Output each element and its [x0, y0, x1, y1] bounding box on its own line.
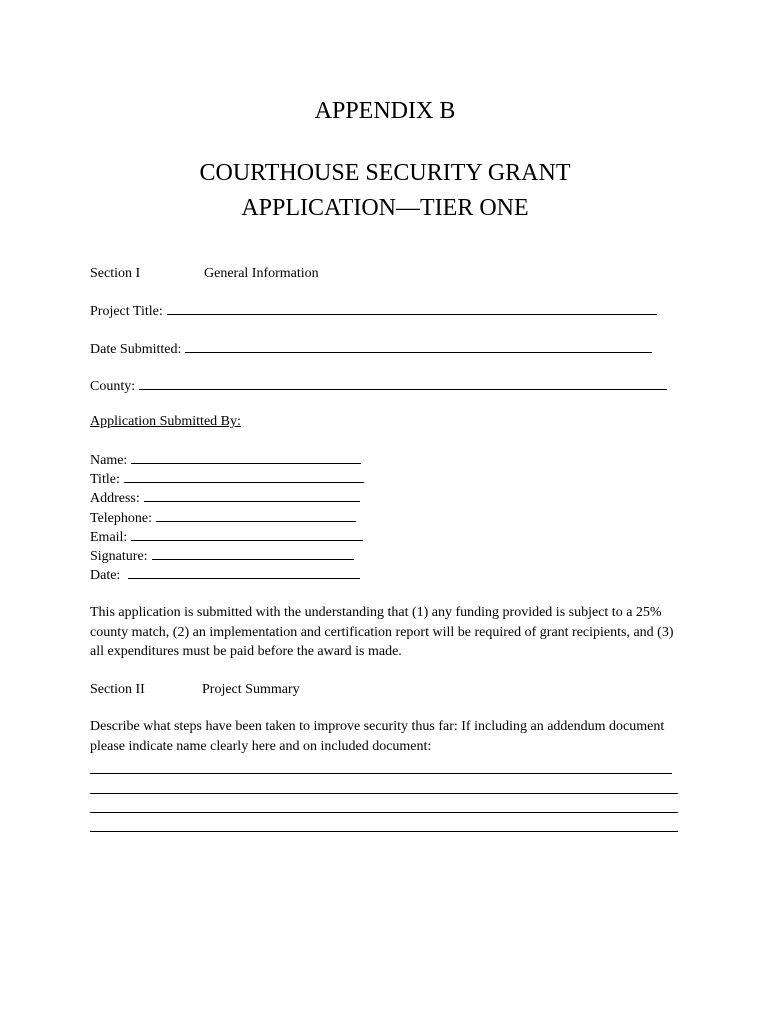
- name-row: [90, 450, 361, 470]
- telephone-row: [90, 508, 356, 528]
- section-2-number: Section II: [90, 682, 145, 697]
- form-title-line-2: APPLICATION—TIER ONE: [241, 195, 529, 221]
- security-steps-prompt: Describe what steps have been taken to improve security thus far: If including an addendum document please indicate name clearly here and on included document:: [90, 719, 665, 754]
- project-title-row: [90, 301, 657, 321]
- form-title-line-1: COURTHOUSE SECURITY GRANT: [199, 160, 571, 186]
- county-row: [90, 376, 667, 396]
- email-field[interactable]: [131, 527, 363, 541]
- understanding-statement: This application is submitted with the understanding that (1) any funding provided is subject to a 25% county match, (2) an implementation and certification report will be required of grant recipients, and (3) all expenditures must be paid before the award is made.: [90, 605, 674, 659]
- date-row: [90, 565, 360, 585]
- response-line-2[interactable]: [90, 793, 678, 794]
- name-field[interactable]: [131, 450, 361, 464]
- email-label: Email:: [90, 530, 128, 545]
- response-line-1[interactable]: [90, 773, 672, 774]
- signature-row: [90, 546, 354, 566]
- section-1-name: General Information: [204, 266, 319, 281]
- section-2-name: Project Summary: [202, 682, 300, 697]
- project-title-label: Project Title:: [90, 304, 163, 319]
- telephone-label: Telephone:: [90, 511, 152, 526]
- response-line-3[interactable]: [90, 812, 678, 813]
- signature-label: Signature:: [90, 549, 148, 564]
- date-submitted-label: Date Submitted:: [90, 342, 182, 357]
- county-label: County:: [90, 379, 136, 394]
- section-1-number: Section I: [90, 266, 141, 281]
- email-row: [90, 527, 363, 547]
- address-row: [90, 488, 360, 508]
- submitted-by-heading: Application Submitted By:: [90, 414, 241, 429]
- date-field[interactable]: [128, 565, 360, 579]
- title-label: Title:: [90, 472, 120, 487]
- date-submitted-row: [90, 339, 652, 359]
- appendix-heading: APPENDIX B: [314, 98, 456, 124]
- county-field[interactable]: [139, 376, 667, 390]
- title-row: [90, 469, 364, 489]
- name-label: Name:: [90, 453, 128, 468]
- date-submitted-field[interactable]: [185, 339, 652, 353]
- title-field[interactable]: [124, 469, 364, 483]
- section-2-heading: [90, 680, 300, 699]
- address-field[interactable]: [144, 488, 360, 502]
- address-label: Address:: [90, 491, 140, 506]
- signature-field[interactable]: [152, 546, 354, 560]
- date-label: Date:: [90, 568, 121, 583]
- telephone-field[interactable]: [156, 508, 356, 522]
- response-line-4[interactable]: [90, 831, 678, 832]
- project-title-field[interactable]: [167, 301, 657, 315]
- section-1-heading: [90, 264, 319, 283]
